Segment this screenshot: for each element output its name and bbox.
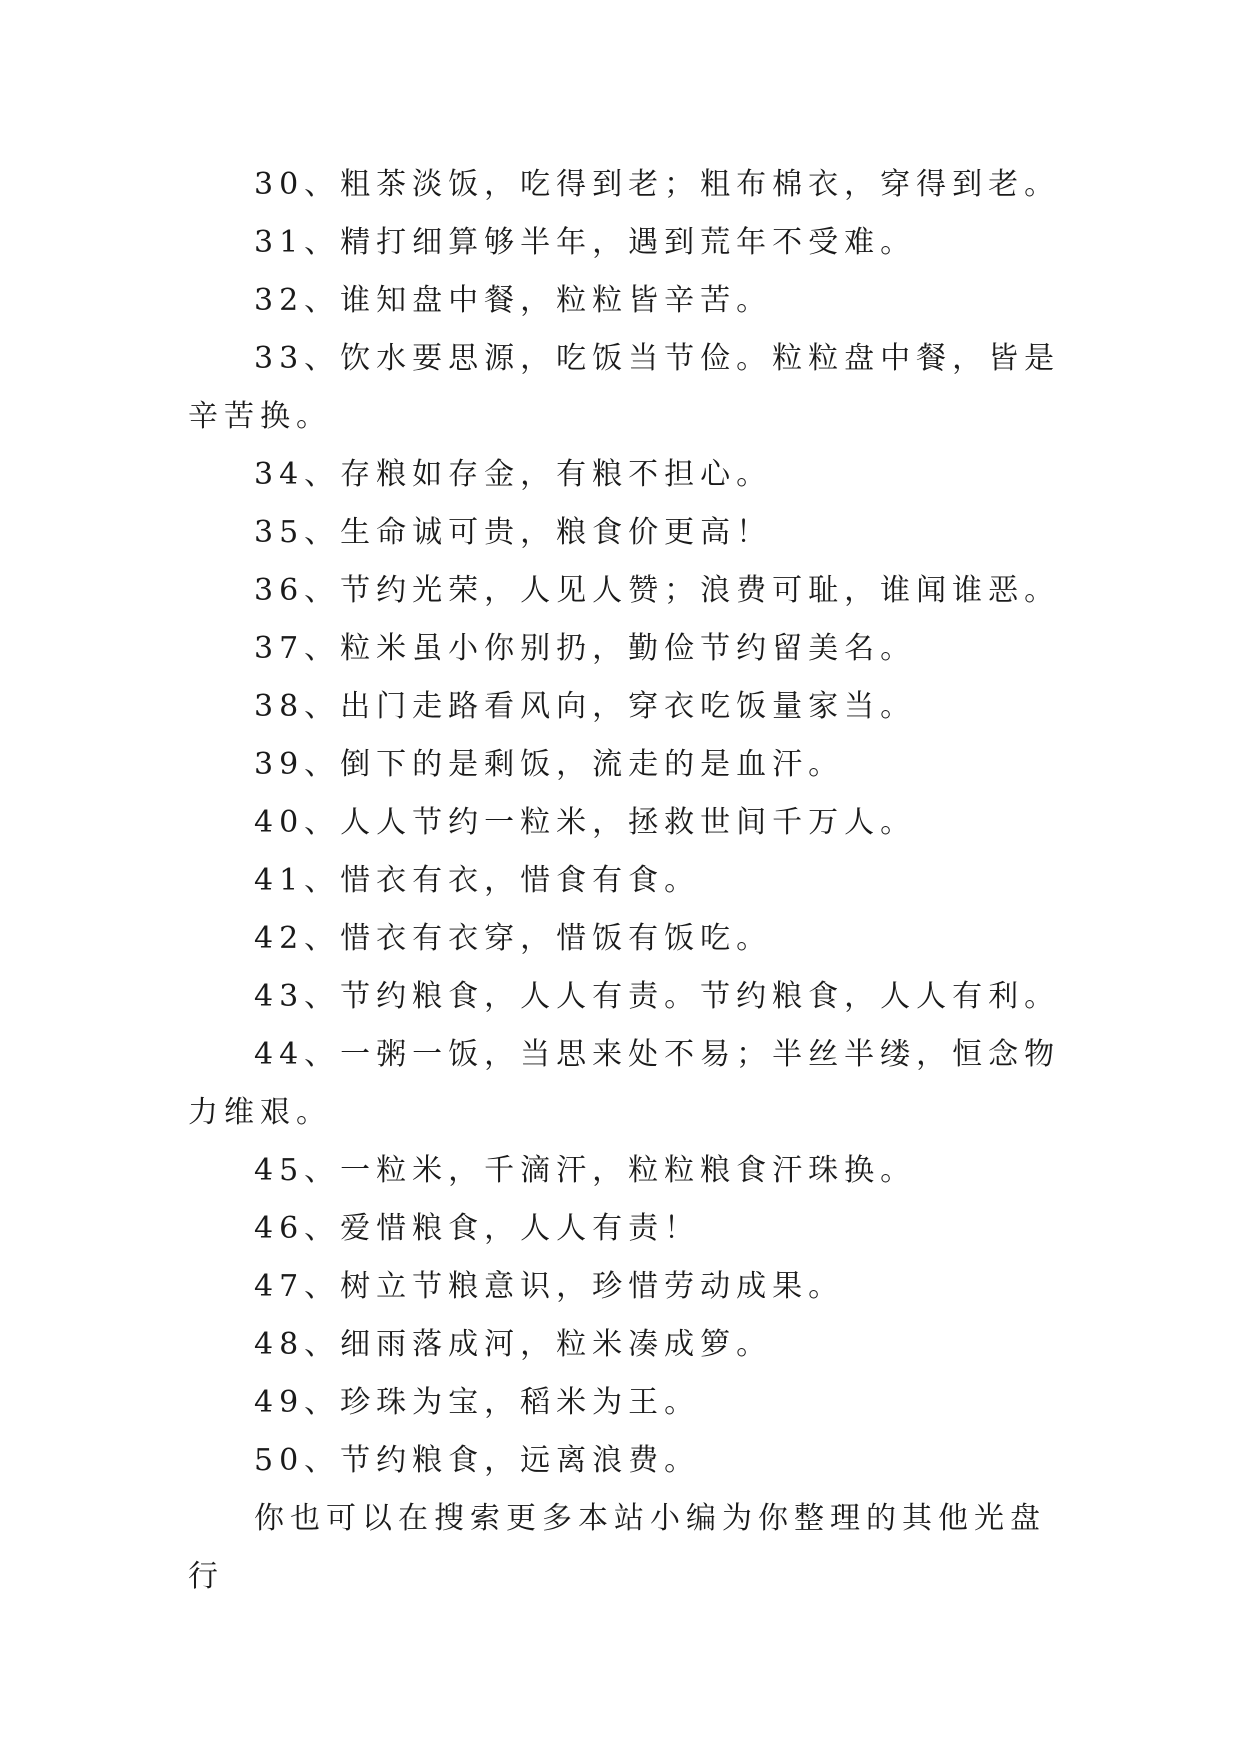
paragraph-41: 41、惜衣有衣，惜食有食。 [254,863,701,898]
paragraph-48: 48、细雨落成河，粒米凑成箩。 [254,1327,773,1362]
paragraph-30: 30、粗茶淡饭，吃得到老；粗布棉衣，穿得到老。 [254,167,1061,202]
paragraph-34: 34、存粮如存金，有粮不担心。 [254,457,773,492]
paragraph-37: 37、粒米虽小你别扔，勤俭节约留美名。 [254,631,917,666]
paragraph-46: 46、爱惜粮食，人人有责！ [254,1211,701,1246]
paragraph-44: 44、一粥一饭，当思来处不易；半丝半缕，恒念物力维艰。 [188,1037,1061,1130]
paragraph-closing: 你也可以在搜索更多本站小编为你整理的其他光盘行 [188,1501,1046,1594]
paragraph-47: 47、树立节粮意识，珍惜劳动成果。 [254,1269,845,1304]
paragraph-35: 35、生命诚可贵，粮食价更高！ [254,515,773,550]
paragraph-38: 38、出门走路看风向，穿衣吃饭量家当。 [254,689,917,724]
paragraph-33: 33、饮水要思源，吃饭当节俭。粒粒盘中餐，皆是辛苦换。 [188,341,1061,434]
paragraph-42: 42、惜衣有衣穿，惜饭有饭吃。 [254,921,773,956]
paragraph-43: 43、节约粮食，人人有责。节约粮食，人人有利。 [254,979,1061,1014]
paragraph-39: 39、倒下的是剩饭，流走的是血汗。 [254,747,845,782]
paragraph-45: 45、一粒米，千滴汗，粒粒粮食汗珠换。 [254,1153,917,1188]
paragraph-36: 36、节约光荣，人见人赞；浪费可耻，谁闻谁恶。 [254,573,1061,608]
paragraph-40: 40、人人节约一粒米，拯救世间千万人。 [254,805,917,840]
paragraph-32: 32、谁知盘中餐，粒粒皆辛苦。 [254,283,773,318]
paragraph-49: 49、珍珠为宝，稻米为王。 [254,1385,701,1420]
paragraph-50: 50、节约粮食，远离浪费。 [254,1443,701,1478]
paragraph-31: 31、精打细算够半年，遇到荒年不受难。 [254,225,917,260]
document-body [188,156,1063,1606]
